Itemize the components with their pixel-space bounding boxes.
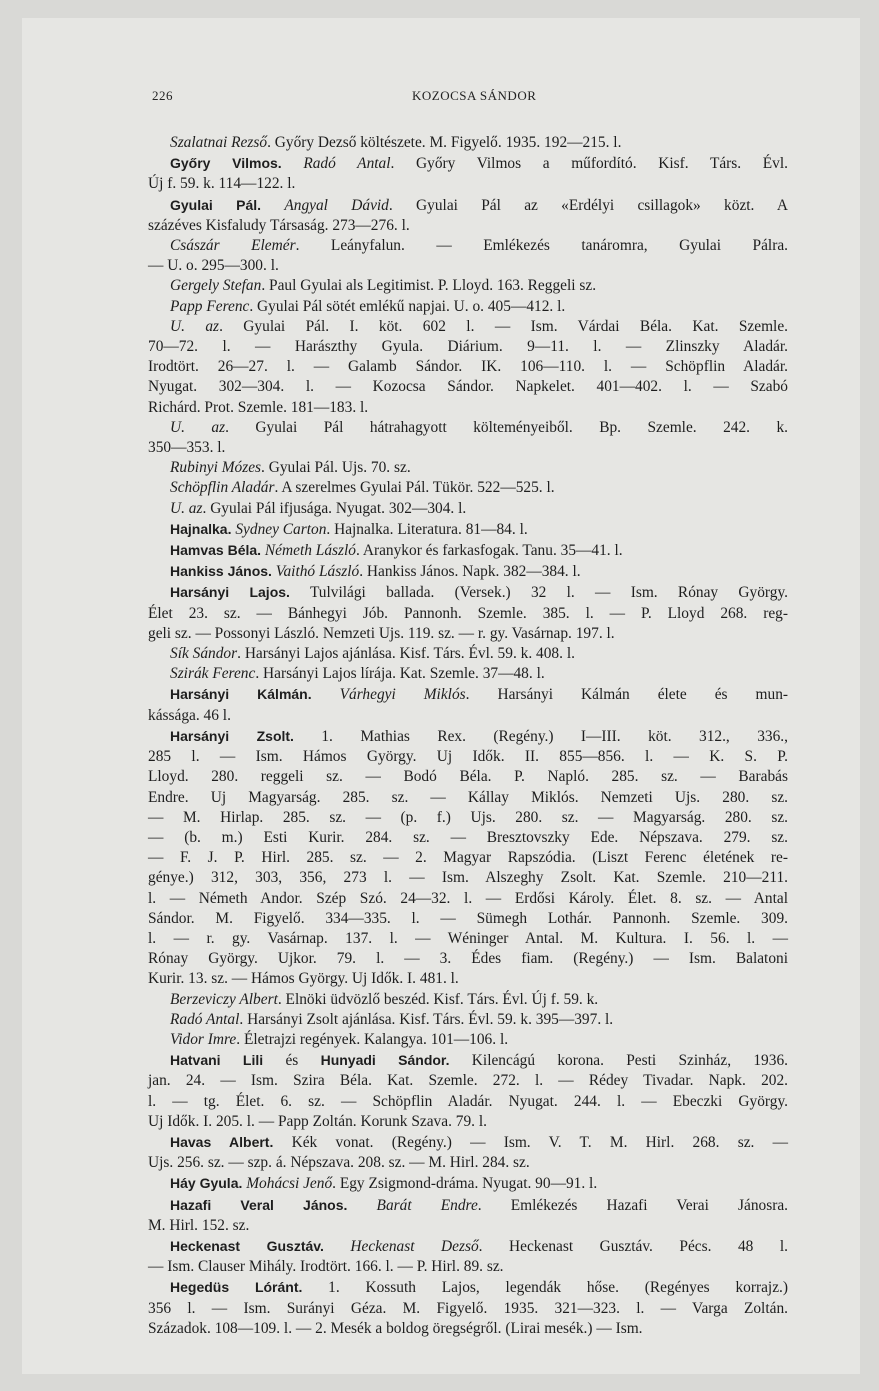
entry-line-start bbox=[148, 195, 788, 216]
entry-line bbox=[148, 848, 788, 868]
entry-text: 1. Kossuth Lajos, legendák hőse. (Regényes korrajz.) bbox=[302, 1279, 788, 1297]
entry-text: génye.) 312, 303, 356, 273 l. — Ism. Alszeghy Zsolt. Kat. Szemle. 210—211. bbox=[148, 869, 788, 887]
entry-line-start bbox=[148, 1132, 788, 1153]
entry-line bbox=[148, 909, 788, 929]
entry-text: . Győry Dezső költészete. M. Figyelő. 1935. 192—215. l. bbox=[267, 134, 622, 151]
running-title: KOZOCSA SÁNDOR bbox=[412, 88, 537, 103]
entry-text: . Harsányi Lajos ajánlása. Kisf. Társ. Évl. 59. k. 408. l. bbox=[237, 645, 575, 663]
author-name: Szirák Ferenc bbox=[170, 665, 256, 683]
entry-line-start bbox=[148, 458, 788, 478]
entry-text bbox=[347, 1197, 376, 1214]
entry-line bbox=[148, 788, 788, 808]
entry-line bbox=[148, 1153, 788, 1173]
author-name: U. az bbox=[170, 418, 226, 436]
author-name: Papp Ferenc bbox=[170, 297, 250, 315]
entry-text: . Gyulai Pál hátrahagyott költeményeiből. Bp. Szemle. 242. k. bbox=[225, 418, 788, 436]
entry-text: . Paul Gyulai als Legitimist. P. Lloyd. 163. Reggeli sz. bbox=[261, 277, 597, 295]
entry-text: Irodtört. 26—27. l. — Galamb Sándor. IK. 106—110. l. — Schöpflin Aladár. bbox=[148, 358, 788, 376]
entry-text: 1. Mathias Rex. (Regény.) I—III. köt. 312., 336., bbox=[293, 727, 788, 745]
entry-line-start bbox=[148, 644, 788, 664]
entry-text: . Heckenast Gusztáv. Pécs. 48 l. bbox=[478, 1237, 788, 1255]
author-name: Radó Antal bbox=[303, 155, 391, 173]
entry-line-start bbox=[148, 540, 788, 561]
entry-text: Kék vonat. (Regény.) — Ism. V. T. M. Hirl. 268. sz. — bbox=[273, 1133, 788, 1151]
entry-text: Kilencágú korona. Pesti Szinház, 1936. bbox=[449, 1052, 788, 1070]
entry-text: — U. o. 295—300. l. bbox=[148, 257, 279, 275]
author-name: Mohácsi Jenő bbox=[246, 1175, 333, 1193]
entry-line-start bbox=[148, 726, 788, 747]
author-name: U. az bbox=[170, 499, 203, 517]
entry-line bbox=[148, 604, 788, 624]
entry-line bbox=[148, 377, 788, 397]
entry-text: Nyugat. 302—304. l. — Kozocsa Sándor. Napkelet. 401—402. l. — Szabó bbox=[148, 378, 788, 396]
entry-line-start bbox=[148, 317, 788, 337]
entry-text: . Gyulai Pál. I. köt. 602 l. — Ism. Várdai Béla. Kat. Szemle. bbox=[219, 317, 789, 335]
entry-text: l. — r. gy. Vasárnap. 137. l. — Wéninger Antal. M. Kultura. I. 56. l. — bbox=[148, 929, 788, 947]
entry-line-start bbox=[148, 153, 788, 174]
entry-text: 285 l. — Ism. Hámos György. Uj Idők. II. 855—856. l. — K. S. P. bbox=[148, 748, 788, 766]
entry-heading-name: Hunyadi Sándor. bbox=[320, 1052, 450, 1069]
entry-heading-name: Hegedüs Lóránt. bbox=[170, 1279, 303, 1296]
entry-line bbox=[148, 398, 788, 418]
entry-line-start bbox=[148, 236, 788, 256]
entry-text: . Hajnalka. Literatura. 81—84. l. bbox=[326, 520, 528, 538]
author-name: Heckenast Dezső bbox=[350, 1237, 479, 1255]
entry-line-start bbox=[148, 297, 788, 317]
entry-line-start bbox=[148, 664, 788, 684]
entry-text bbox=[312, 686, 340, 703]
entry-text: . Gyulai Pál. Ujs. 70. sz. bbox=[261, 459, 411, 477]
page-number: 226 bbox=[152, 88, 173, 103]
entry-text: . Elnöki üdvözlő beszéd. Kisf. Társ. Évl. Új f. 59. k. bbox=[277, 990, 599, 1008]
entry-text: Új f. 59. k. 114—122. l. bbox=[148, 175, 296, 193]
entry-text: . Gyulai Pál az «Erdélyi csillagok» közt. A bbox=[388, 196, 788, 214]
entry-text: 70—72. l. — Harászthy Gyula. Diárium. 9—11. l. — Zlinszky Aladár. bbox=[148, 338, 788, 356]
entry-line bbox=[148, 256, 788, 276]
entry-text: jan. 24. — Ism. Szira Béla. Kat. Szemle. 272. l. — Rédey Tivadar. Napk. 202. bbox=[148, 1072, 788, 1090]
entry-heading-name: Gyulai Pál. bbox=[170, 196, 262, 213]
author-name: Rubinyi Mózes bbox=[170, 459, 262, 477]
entry-text: geli sz. — Possonyi László. Nemzeti Ujs. 119. sz. — r. gy. Vasárnap. 197. l. bbox=[148, 624, 615, 642]
entry-line bbox=[148, 337, 788, 357]
entry-line-start bbox=[148, 561, 788, 582]
entry-text: . Harsányi Lajos lírája. Kat. Szemle. 37—48. l. bbox=[255, 665, 545, 683]
author-name: Vidor Imre bbox=[170, 1030, 237, 1048]
entry-line-start bbox=[148, 133, 788, 153]
entry-text: százéves Kisfaludy Társaság. 273—276. l. bbox=[148, 216, 410, 234]
entry-line bbox=[148, 889, 788, 909]
entry-line-start bbox=[148, 1173, 788, 1194]
author-name: Sydney Carton bbox=[235, 520, 327, 538]
entry-line-start bbox=[148, 1010, 788, 1030]
entry-heading-name: Harsányi Zsolt. bbox=[170, 727, 294, 744]
entry-text: — (b. m.) Esti Kurir. 284. sz. — Bresztovszky Ede. Népszava. 279. sz. bbox=[148, 828, 788, 846]
entry-text: . Harsányi Zsolt ajánlása. Kisf. Társ. Évl. 59. k. 395—397. l. bbox=[239, 1010, 614, 1028]
entry-line bbox=[148, 1257, 788, 1277]
author-name: Várhegyi Miklós bbox=[339, 686, 466, 704]
entry-heading-name: Harsányi Kálmán. bbox=[170, 686, 312, 703]
entry-text: l. — Németh Andor. Szép Szó. 24—32. l. — Erdősi Károly. Élet. 8. sz. — Antal bbox=[148, 889, 788, 907]
entry-line-start bbox=[148, 1277, 788, 1298]
entry-heading-name: Heckenast Gusztáv. bbox=[170, 1237, 324, 1254]
entry-text: . Győry Vilmos a műfordító. Kisf. Társ. Évl. bbox=[390, 155, 788, 173]
entry-heading-name: Hamvas Béla. bbox=[170, 542, 262, 559]
entry-text: . Harsányi Kálmán élete és mun- bbox=[465, 686, 789, 704]
entry-text: . Emlékezés Hazafi Verai Jánosra. bbox=[477, 1196, 789, 1214]
entry-heading-name: Hajnalka. bbox=[170, 520, 232, 537]
entry-text: Századok. 108—109. l. — 2. Mesék a boldog öregségről. (Lirai mesék.) — Ism. bbox=[148, 1319, 643, 1337]
entry-line bbox=[148, 706, 788, 726]
entry-text: M. Hirl. 152. sz. bbox=[148, 1216, 250, 1234]
running-header bbox=[0, 88, 879, 110]
entry-line-start bbox=[148, 684, 788, 705]
entry-line-start bbox=[148, 1195, 788, 1216]
entry-text: — M. Hirlap. 285. sz. — (p. f.) Ujs. 280. sz. — Magyarság. 280. sz. bbox=[148, 808, 788, 826]
entry-text: . Leányfalun. — Emlékezés tanáromra, Gyulai Pálra. bbox=[295, 237, 788, 255]
entry-text: l. — tg. Élet. 6. sz. — Schöpflin Aladár. Nyugat. 244. l. — Ebeczki György. bbox=[148, 1092, 788, 1110]
entry-text: Richárd. Prot. Szemle. 181—183. l. bbox=[148, 398, 369, 416]
entry-line bbox=[148, 868, 788, 888]
entry-text bbox=[261, 197, 284, 214]
entry-line bbox=[148, 1092, 788, 1112]
entry-line-start bbox=[148, 478, 788, 498]
entry-line bbox=[148, 174, 788, 194]
entry-line bbox=[148, 624, 788, 644]
author-name: Gergely Stefan bbox=[170, 277, 262, 295]
entry-heading-name: Háy Gyula. bbox=[170, 1175, 243, 1192]
entry-text: . Egy Zsigmond-dráma. Nyugat. 90—91. l. bbox=[332, 1175, 598, 1193]
entry-text: Rónay György. Ujkor. 79. l. — 3. Édes fiam. (Regény.) — Ism. Balatoni bbox=[148, 950, 788, 968]
entry-line bbox=[148, 747, 788, 767]
author-name: Radó Antal bbox=[170, 1010, 240, 1028]
author-name: Szalatnai Rezső bbox=[170, 134, 268, 151]
entry-text: . Hankiss János. Napk. 382—384. l. bbox=[359, 563, 581, 581]
entry-line-start bbox=[148, 1236, 788, 1257]
entry-text: . Gyulai Pál ifjusága. Nyugat. 302—304. l. bbox=[202, 499, 467, 517]
entry-text: . Aranykor és farkasfogak. Tanu. 35—41. l. bbox=[356, 542, 623, 560]
entry-line bbox=[148, 1071, 788, 1091]
entry-text bbox=[324, 1238, 351, 1255]
entry-line bbox=[148, 1319, 788, 1339]
entry-heading-name: Győry Vilmos. bbox=[170, 155, 282, 172]
entry-line-start bbox=[148, 418, 788, 438]
entry-text: kássága. 46 l. bbox=[148, 706, 231, 724]
entry-text: Sándor. M. Figyelő. 334—335. l. — Sümegh Lothár. Pannonh. Szemle. 309. bbox=[148, 909, 788, 927]
entry-line-start bbox=[148, 990, 788, 1010]
entry-line bbox=[148, 357, 788, 377]
entry-heading-name: Harsányi Lajos. bbox=[170, 584, 290, 601]
entry-text: Ujs. 256. sz. — szp. á. Népszava. 208. sz. — M. Hirl. 284. sz. bbox=[148, 1154, 530, 1172]
author-name: Császár Elemér bbox=[170, 237, 296, 255]
entry-text: — F. J. P. Hirl. 285. sz. — 2. Magyar Rapszódia. (Liszt Ferenc életének re- bbox=[148, 849, 788, 867]
entry-text: Endre. Uj Magyarság. 285. sz. — Kállay Miklós. Nemzeti Ujs. 280. sz. bbox=[148, 788, 788, 806]
entry-line bbox=[148, 1299, 788, 1319]
entry-line-start bbox=[148, 582, 788, 603]
bibliography-text bbox=[148, 133, 788, 1339]
entry-text: . A szerelmes Gyulai Pál. Tükör. 522—525. l. bbox=[274, 479, 555, 497]
entry-heading-name: Hatvani Lili bbox=[170, 1052, 264, 1069]
entry-line bbox=[148, 828, 788, 848]
entry-line bbox=[148, 808, 788, 828]
entry-line bbox=[148, 438, 788, 458]
entry-line-start bbox=[148, 1030, 788, 1050]
entry-line-start bbox=[148, 519, 788, 540]
author-name: Vaithó László bbox=[275, 563, 360, 581]
author-name: Németh László bbox=[264, 542, 356, 560]
entry-text: Lloyd. 280. reggeli sz. — Bodó Béla. P. Napló. 285. sz. — Barabás bbox=[148, 768, 788, 786]
entry-line bbox=[148, 969, 788, 989]
entry-line bbox=[148, 1112, 788, 1132]
entry-heading-name: Havas Albert. bbox=[170, 1133, 274, 1150]
entry-line-start bbox=[148, 499, 788, 519]
entry-text: — Ism. Clauser Mihály. Irodtört. 166. l. — P. Hirl. 89. sz. bbox=[148, 1258, 504, 1276]
entry-text: 350—353. l. bbox=[148, 439, 226, 457]
author-name: Schöpflin Aladár bbox=[170, 479, 275, 497]
entry-line-start bbox=[148, 1050, 788, 1071]
entry-text: Kurir. 13. sz. — Hámos György. Uj Idők. I. 481. l. bbox=[148, 970, 459, 988]
author-name: Angyal Dávid bbox=[284, 196, 389, 214]
entry-text bbox=[282, 155, 304, 172]
entry-text: Tulvilági ballada. (Versek.) 32 l. — Ism. Rónay György. bbox=[289, 584, 788, 602]
entry-text: . Gyulai Pál sötét emlékű napjai. U. o. 405—412. l. bbox=[249, 297, 566, 315]
entry-line bbox=[148, 929, 788, 949]
entry-line bbox=[148, 216, 788, 236]
author-name: Sík Sándor bbox=[170, 645, 238, 663]
author-name: Berzeviczy Albert bbox=[170, 990, 278, 1008]
entry-heading-name: Hankiss János. bbox=[170, 563, 272, 580]
entry-text: . Életrajzi regények. Kalangya. 101—106. l. bbox=[236, 1030, 509, 1048]
entry-text: és bbox=[263, 1052, 321, 1070]
entry-line bbox=[148, 767, 788, 787]
entry-text: 356 l. — Ism. Surányi Géza. M. Figyelő. 1935. 321—323. l. — Varga Zoltán. bbox=[148, 1299, 788, 1317]
entry-text: Élet 23. sz. — Bánhegyi Jób. Pannonh. Szemle. 385. l. — P. Lloyd 268. reg- bbox=[148, 604, 788, 622]
entry-line bbox=[148, 1216, 788, 1236]
author-name: Barát Endre bbox=[376, 1196, 478, 1214]
entry-line bbox=[148, 949, 788, 969]
entry-line-start bbox=[148, 276, 788, 296]
entry-heading-name: Hazafi Veral János. bbox=[170, 1196, 348, 1213]
entry-text: Uj Idők. I. 205. l. — Papp Zoltán. Korunk Szava. 79. l. bbox=[148, 1112, 487, 1130]
author-name: U. az bbox=[170, 317, 220, 335]
